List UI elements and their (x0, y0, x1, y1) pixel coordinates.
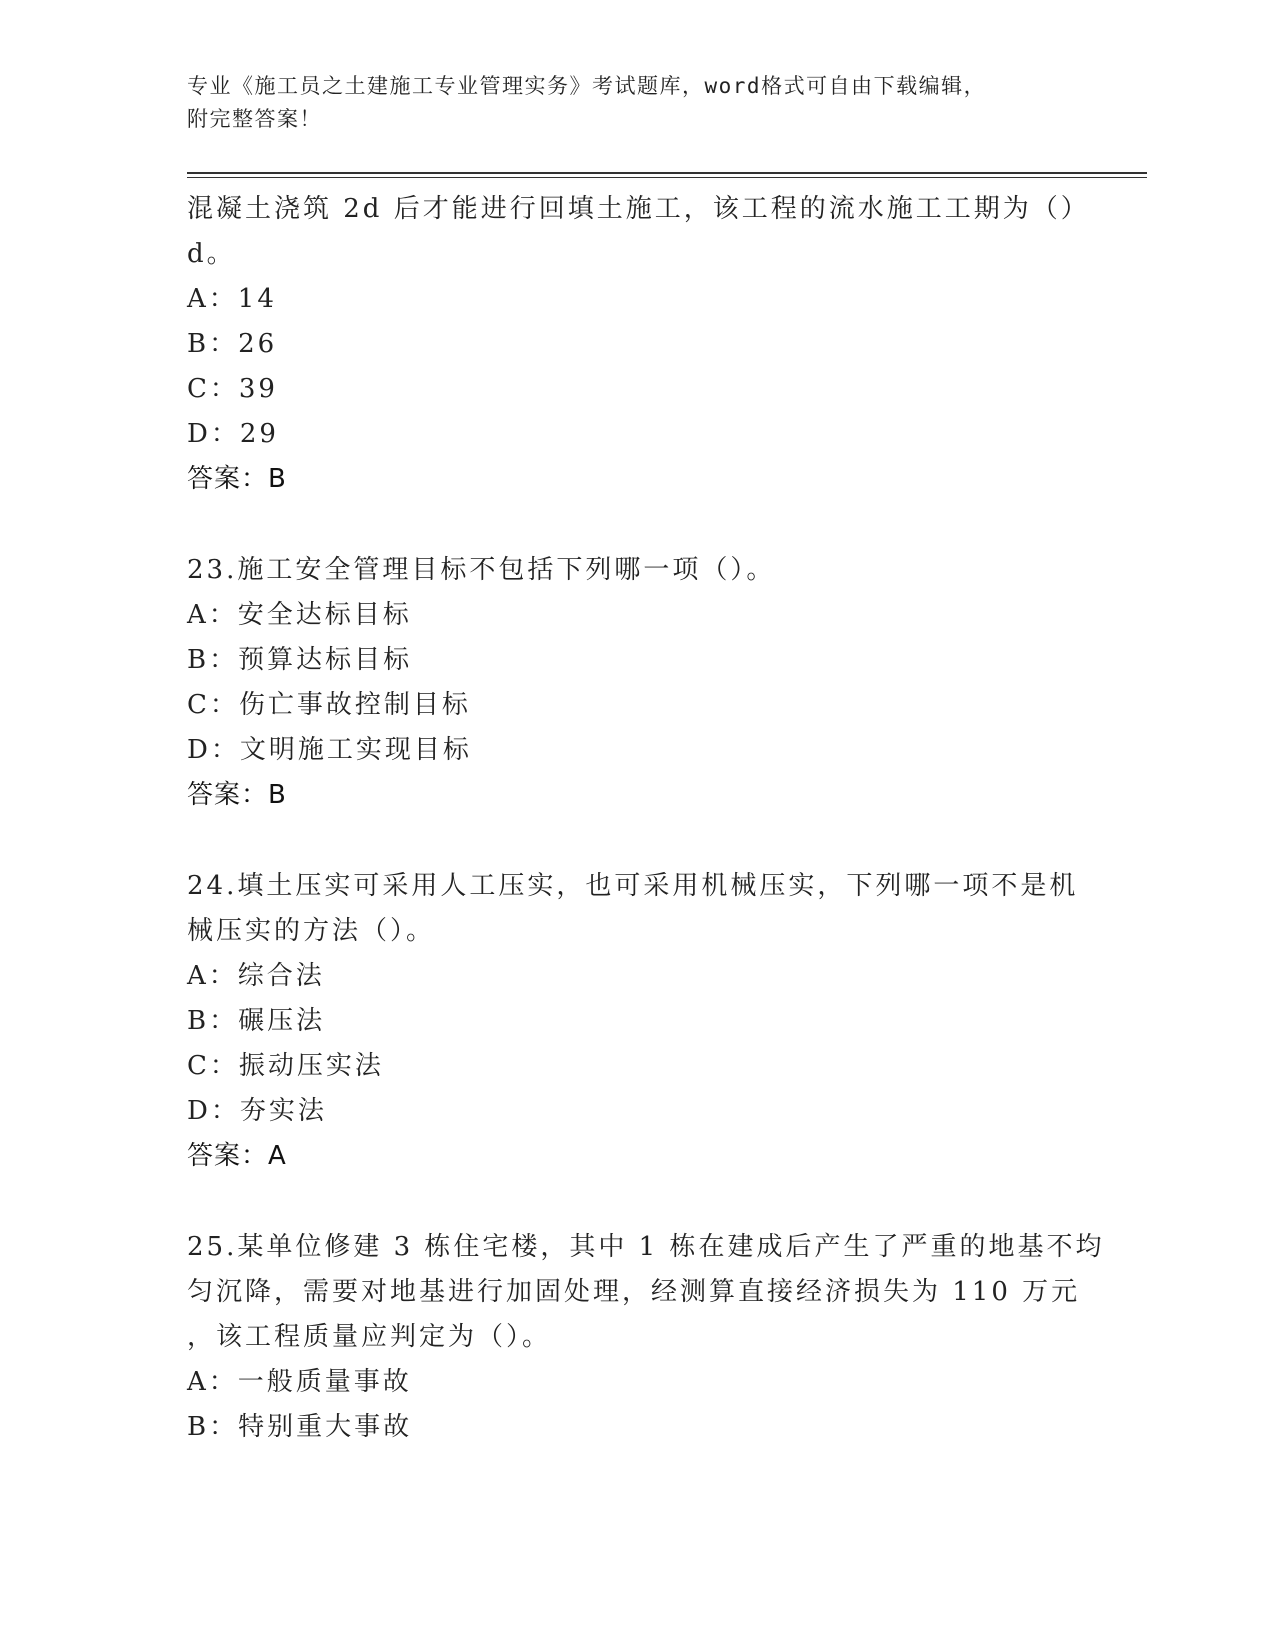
question-stem: 匀沉降，需要对地基进行加固处理，经测算直接经济损失为 110 万元 (187, 1277, 1081, 1307)
option-b: B：碾压法 (187, 1006, 326, 1036)
option-b: B：特别重大事故 (187, 1412, 413, 1442)
answer-line: 答案：B (187, 464, 287, 494)
option-b: B：26 (187, 329, 278, 359)
spacer (187, 1179, 1147, 1225)
option-d: D：29 (187, 419, 279, 449)
header-line-2: 附完整答案！ (187, 107, 322, 131)
question-stem: ，该工程质量应判定为（）。 (187, 1322, 552, 1352)
option-c: C：振动压实法 (187, 1051, 384, 1081)
question-stem: d。 (187, 239, 236, 269)
document-header (187, 70, 1147, 136)
option-a: A：综合法 (187, 961, 325, 991)
option-b: B：预算达标目标 (187, 645, 413, 675)
question-stem: 24.填土压实可采用人工压实，也可采用机械压实，下列哪一项不是机 (187, 871, 1079, 901)
question-23 (187, 548, 1147, 818)
question-stem: 混凝土浇筑 2d 后才能进行回填土施工，该工程的流水施工工期为（） (187, 194, 1090, 224)
question-25 (187, 1225, 1147, 1450)
spacer (187, 818, 1147, 864)
question-24 (187, 864, 1147, 1179)
option-c: C：伤亡事故控制目标 (187, 690, 471, 720)
question-22 (187, 187, 1147, 502)
question-stem: 25.某单位修建 3 栋住宅楼，其中 1 栋在建成后产生了严重的地基不均 (187, 1232, 1105, 1262)
option-a: A：一般质量事故 (187, 1367, 412, 1397)
question-stem: 械压实的方法（）。 (187, 916, 436, 946)
option-a: A：14 (187, 284, 277, 314)
option-d: D：夯实法 (187, 1096, 327, 1126)
question-stem: 23.施工安全管理目标不包括下列哪一项（）。 (187, 555, 776, 585)
spacer (187, 502, 1147, 548)
option-c: C：39 (187, 374, 278, 404)
header-divider (187, 172, 1147, 178)
answer-line: 答案：A (187, 1141, 287, 1171)
option-a: A：安全达标目标 (187, 600, 412, 630)
answer-line: 答案：B (187, 780, 287, 810)
option-d: D：文明施工实现目标 (187, 735, 472, 765)
header-line-1: 专业《施工员之土建施工专业管理实务》考试题库，word格式可自由下载编辑， (187, 74, 987, 98)
document-page (187, 70, 1147, 1450)
